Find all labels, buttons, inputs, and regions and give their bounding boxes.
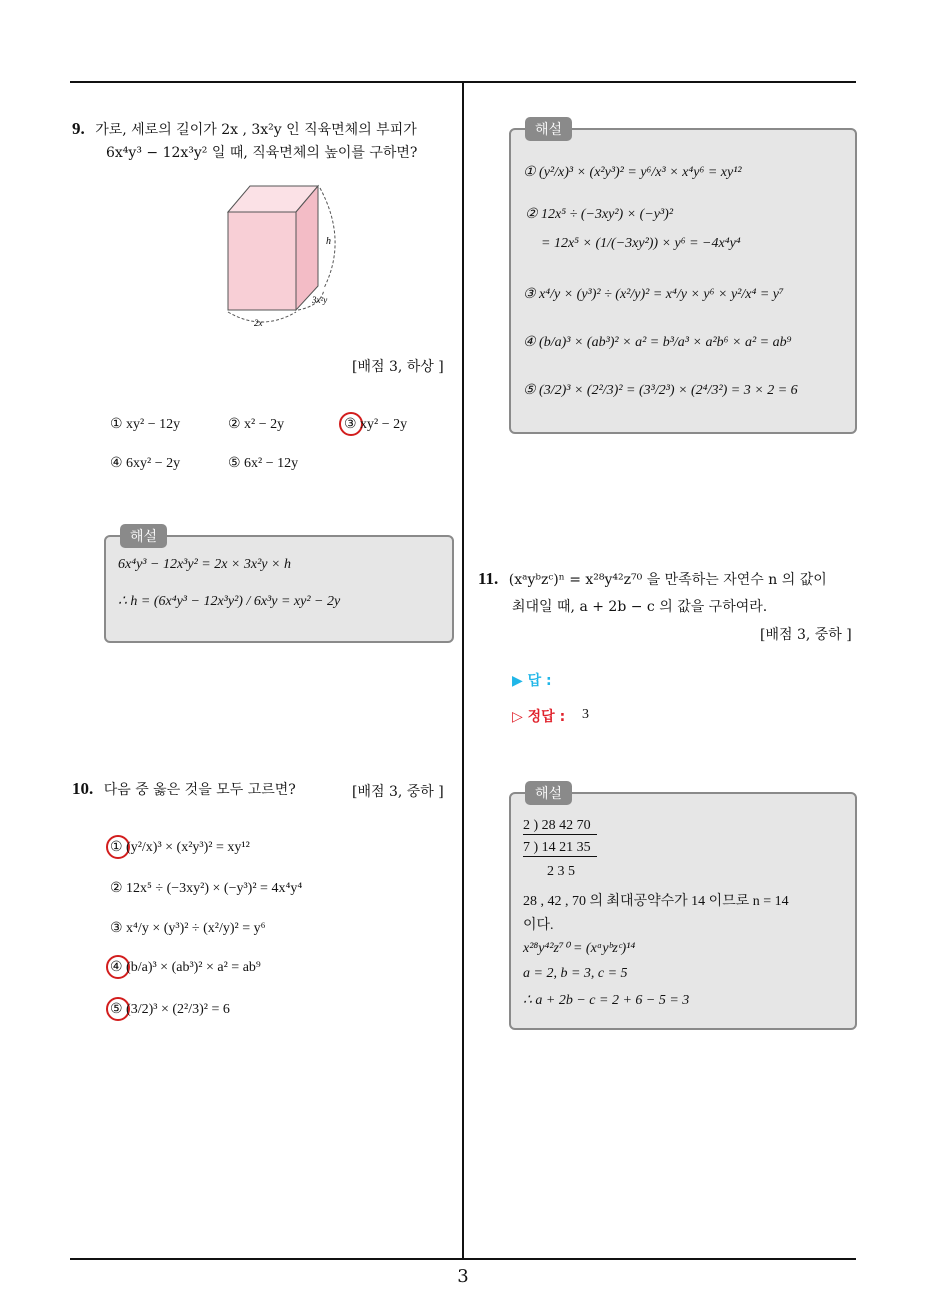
- q11-correct-value: 3: [582, 707, 589, 722]
- q9-option-1[interactable]: ① xy² − 12y: [110, 417, 181, 432]
- cuboid-figure: [220, 180, 360, 330]
- q11-correct-label: ▷ 정답 :: [512, 709, 566, 725]
- q9-solution-tag: 해설: [120, 524, 167, 548]
- q11-solution-box: [509, 786, 857, 1030]
- q9-text: [72, 118, 462, 141]
- q9-option-3[interactable]: ③ xy² − 2y: [344, 417, 408, 432]
- q9-line2: 6x⁴y³ − 12x³y² 일 때, 직육면체의 높이를 구하면?: [106, 145, 418, 161]
- q11-solution-line-5: ∴ a + 2b − c = 2 + 6 − 5 = 3: [523, 993, 690, 1008]
- q10-solution-line-4: ③ x⁴/y × (y³)² ÷ (x²/y)² = x⁴/y × y⁶ × y²/x⁴ = y⁷: [523, 287, 784, 302]
- q10-text: [72, 778, 352, 801]
- q11-division-row-1: 2 ) 28 42 70: [523, 818, 597, 835]
- fig-depth-label: 3x²y: [312, 295, 328, 305]
- q10-solution-tag: 해설: [525, 117, 572, 141]
- q11-answer-label: ▶ 답 :: [512, 673, 552, 689]
- q11-text: [478, 568, 863, 591]
- q10-option-3[interactable]: ③ x⁴/y × (y³)² ÷ (x²/y)² = y⁶: [110, 921, 266, 936]
- q10-line: 다음 중 옳은 것을 모두 고르면?: [103, 782, 296, 798]
- q9-solution-box: [104, 529, 454, 643]
- q11-solution-tag: 해설: [525, 781, 572, 805]
- q9-solution-line-1: 6x⁴y³ − 12x³y² = 2x × 3x²y × h: [118, 557, 291, 572]
- q11-solution-line-4: a = 2, b = 3, c = 5: [523, 966, 628, 981]
- q10-number: 10.: [72, 779, 94, 798]
- column-divider: [462, 82, 464, 1260]
- page-number: 3: [457, 1266, 469, 1287]
- fig-width-label: 2x: [254, 318, 263, 328]
- q10-option-2[interactable]: ② 12x⁵ ÷ (−3xy²) × (−y³)² = 4x⁴y⁴: [110, 881, 303, 896]
- q10-score: [배점 3, 중하 ]: [352, 784, 444, 800]
- q9-option-2[interactable]: ② x² − 2y: [228, 417, 285, 432]
- q10-solution-line-6: ⑤ (3/2)³ × (2²/3)² = (3³/2³) × (2⁴/3²) = 3 × 2 = 6: [523, 383, 798, 398]
- q10-solution-box: [509, 122, 857, 434]
- q11-division-row-2: 7 ) 14 21 35: [523, 840, 597, 857]
- q11-solution-line-2: 이다.: [523, 918, 554, 933]
- q11-division-row-3: 2 3 5: [547, 864, 575, 879]
- q11-line1: (xᵃyᵇzᶜ)ⁿ = x²⁸y⁴²z⁷⁰ 을 만족하는 자연수 n 의 값이: [508, 572, 827, 588]
- bottom-rule: [70, 1258, 856, 1260]
- q11-solution-line-1: 28 , 42 , 70 의 최대공약수가 14 이므로 n = 14: [523, 894, 789, 909]
- q9-line1: 가로, 세로의 길이가 2x , 3x²y 인 직육면체의 부피가: [95, 122, 417, 138]
- q11-solution-line-3: x²⁸y⁴²z⁷⁰ = (xᵃyᵇzᶜ)¹⁴: [523, 941, 636, 956]
- q11-line2: 최대일 때, a + 2b − c 의 값을 구하여라.: [512, 599, 768, 615]
- fig-h-label: h: [326, 236, 331, 247]
- q10-solution-line-2: ② 12x⁵ ÷ (−3xy²) × (−y³)²: [525, 207, 674, 222]
- q9-solution-line-2: ∴ h = (6x⁴y³ − 12x³y²) / 6x³y = xy² − 2y: [118, 594, 341, 609]
- q9-option-4[interactable]: ④ 6xy² − 2y: [110, 456, 181, 471]
- q9-option-5[interactable]: ⑤ 6x² − 12y: [228, 456, 299, 471]
- q10-solution-line-1: ① (y²/x)³ × (x²y³)² = y⁶/x³ × x⁴y⁶ = xy¹²: [523, 165, 742, 180]
- q11-score: [배점 3, 중하 ]: [760, 627, 852, 643]
- q10-option-5[interactable]: ⑤ (3/2)³ × (2²/3)² = 6: [110, 1002, 230, 1017]
- q10-option-1[interactable]: ① (y²/x)³ × (x²y³)² = xy¹²: [110, 840, 250, 855]
- q9-score: [배점 3, 하상 ]: [352, 359, 444, 375]
- q9-number: 9.: [72, 119, 85, 138]
- q10-option-4[interactable]: ④ (b/a)³ × (ab³)² × a² = ab⁹: [110, 960, 261, 975]
- cuboid-front: [228, 212, 296, 310]
- q10-solution-line-5: ④ (b/a)³ × (ab³)² × a² = b³/a³ × a²b⁶ × a² = ab⁹: [523, 335, 792, 350]
- q11-number: 11.: [478, 569, 499, 588]
- q10-solution-line-3: = 12x⁵ × (1/(−3xy²)) × y⁶ = −4x⁴y⁴: [541, 236, 741, 251]
